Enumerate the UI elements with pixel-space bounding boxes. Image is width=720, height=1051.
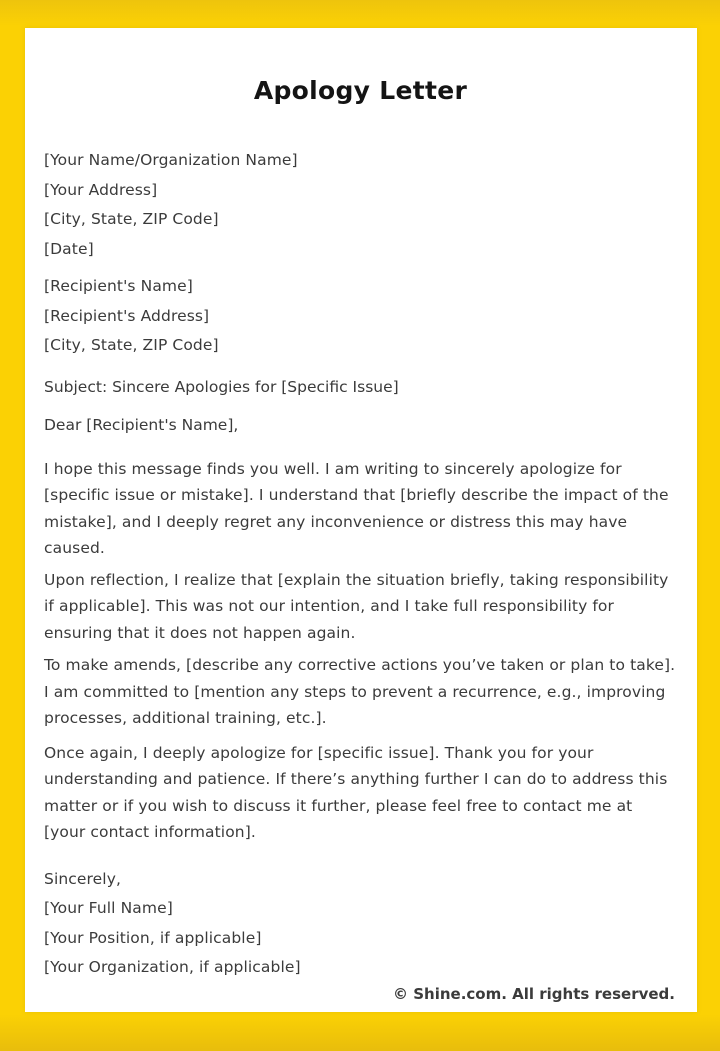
recipient-address-line: [Recipient's Address]: [44, 306, 210, 325]
sender-name-line: [Your Name/Organization Name]: [44, 151, 298, 169]
recipient-city-line: [City, State, ZIP Code]: [44, 336, 219, 354]
signature-name-line: [Your Full Name]: [44, 899, 173, 917]
sender-address-block: [44, 146, 677, 264]
letter-title: Apology Letter: [253, 76, 468, 105]
closing-line: Sincerely,: [44, 869, 122, 888]
salutation: Dear [Recipient's Name],: [44, 416, 239, 434]
subject-line: Subject: Sincere Apologies for [Specific Issue]: [44, 377, 399, 396]
letter-card: [25, 28, 697, 1012]
sender-address-line: [Your Address]: [44, 180, 158, 199]
body-paragraph-1: I hope this message finds you well. I am writing to sincerely apologize for [specific issue or mistake]. I understand that [briefly describe the impact of the mistake], and I deeply regret any inconvenience or distress this may have caused.: [44, 459, 669, 557]
signature-organization-line: [Your Organization, if applicable]: [44, 958, 301, 976]
date-line: [Date]: [44, 239, 94, 258]
copyright-notice: © Shine.com. All rights reserved.: [393, 984, 675, 1003]
recipient-address-block: [44, 272, 677, 361]
signature-block: [44, 865, 677, 983]
body-paragraph-3: To make amends, [describe any corrective actions you’ve taken or plan to take]. I am committed to [mention any steps to prevent a recurrence, e.g., improving processes, additional training, etc.].: [44, 656, 676, 727]
body-paragraph-4: Once again, I deeply apologize for [specific issue]. Thank you for your understanding and patience. If there’s anything further I can do to address this matter or if you wish to discuss it further, please feel free to contact me at [your contact information].: [44, 743, 668, 841]
signature-position-line: [Your Position, if applicable]: [44, 928, 262, 947]
recipient-name-line: [Recipient's Name]: [44, 277, 193, 295]
body-paragraph-2: Upon reflection, I realize that [explain the situation briefly, taking responsibility if applicable]. This was not our intention, and I take full responsibility for ensuring that it does not happen again.: [44, 570, 669, 642]
sender-city-line: [City, State, ZIP Code]: [44, 210, 219, 228]
